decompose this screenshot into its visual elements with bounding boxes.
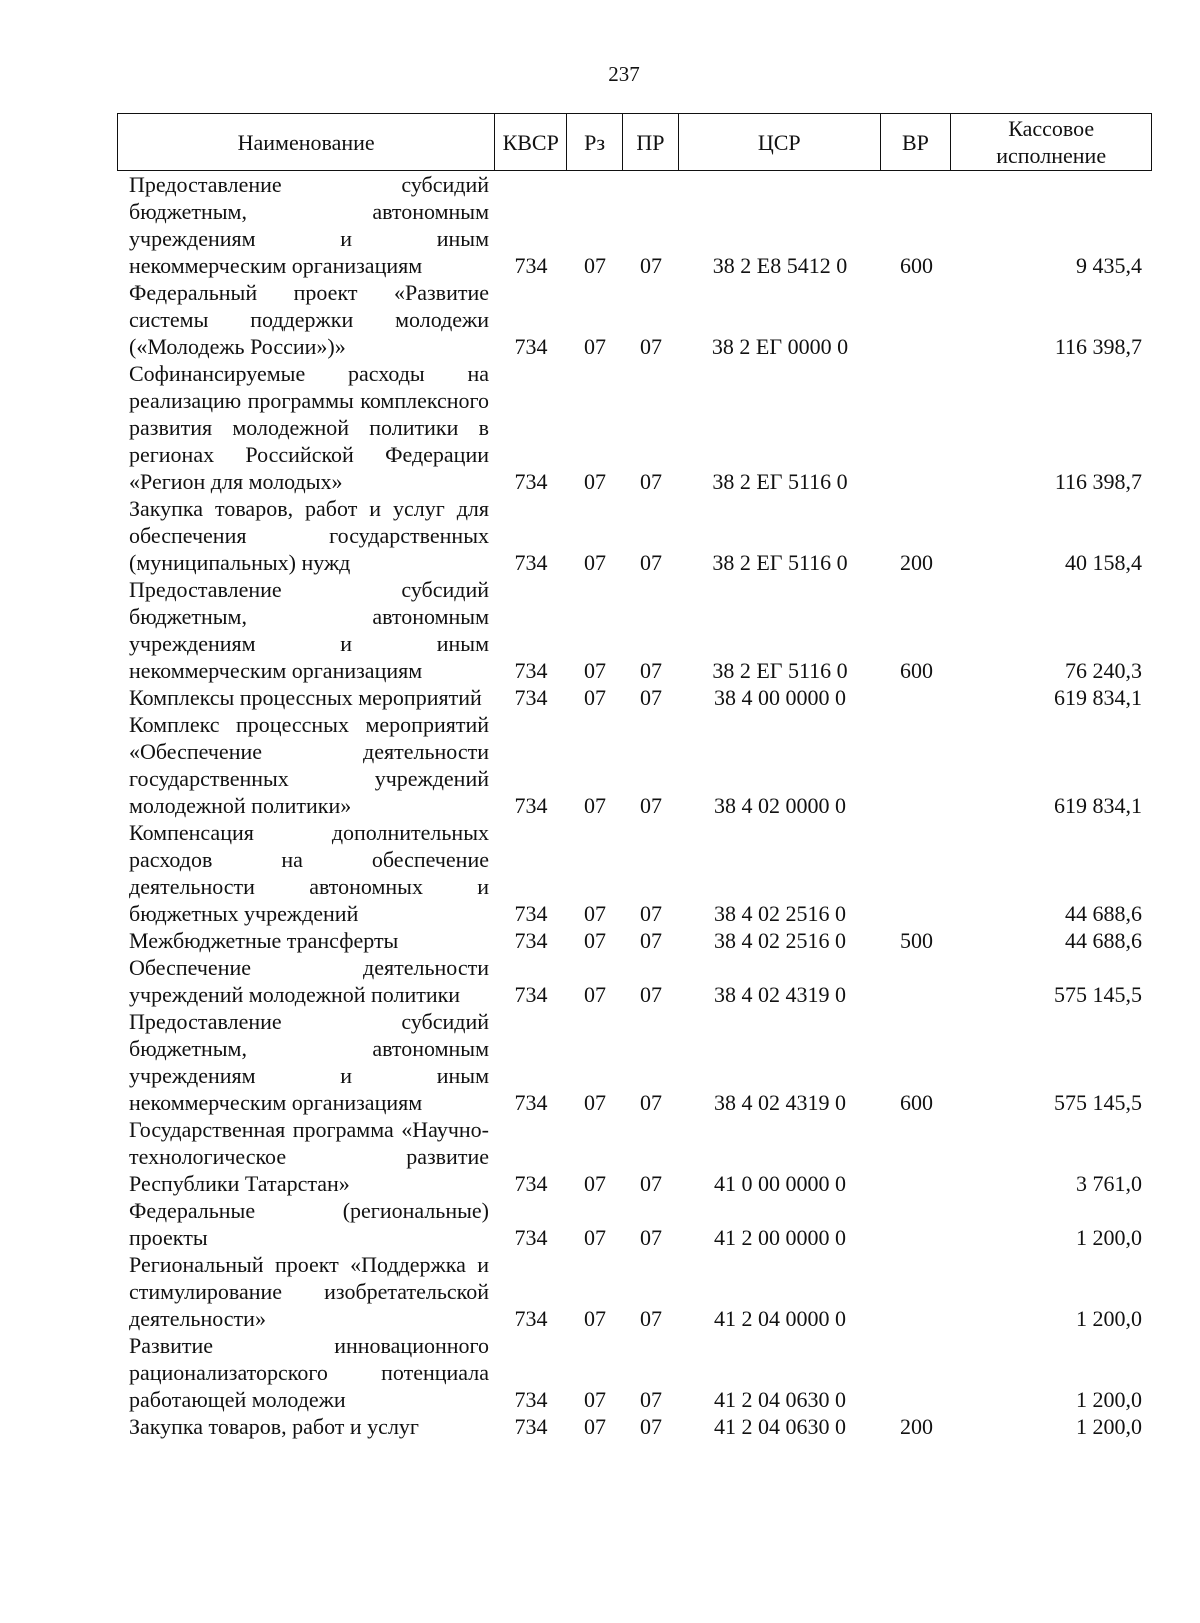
row-rz: 07 — [584, 334, 606, 359]
row-name: Государственная программа «Научно-технологическое развитие Республики Татарстан» — [129, 1117, 489, 1196]
row-rz: 07 — [584, 901, 606, 926]
row-amount: 116 398,7 — [1054, 334, 1142, 359]
header-csr: ЦСР — [679, 114, 881, 170]
row-csr: 38 2 ЕГ 5116 0 — [712, 550, 848, 575]
table-row — [117, 927, 1152, 954]
row-pr: 07 — [640, 1306, 662, 1331]
row-pr: 07 — [640, 1387, 662, 1412]
row-pr: 07 — [640, 1414, 662, 1439]
row-amount: 1 200,0 — [1076, 1414, 1142, 1439]
row-csr: 38 2 ЕГ 5116 0 — [712, 469, 848, 494]
row-name: Федеральные (региональные) проекты — [129, 1198, 489, 1250]
row-pr: 07 — [640, 1225, 662, 1250]
table-row — [117, 1332, 1152, 1413]
row-rz: 07 — [584, 1387, 606, 1412]
row-csr: 38 4 00 0000 0 — [714, 685, 846, 710]
row-rz: 07 — [584, 928, 606, 953]
row-amount: 619 834,1 — [1054, 793, 1142, 818]
row-csr: 41 2 04 0000 0 — [714, 1306, 846, 1331]
page-number: 237 — [608, 62, 640, 86]
row-csr: 41 2 04 0630 0 — [714, 1387, 846, 1412]
row-amount: 1 200,0 — [1076, 1387, 1142, 1412]
table-row — [117, 1116, 1152, 1197]
row-amount: 575 145,5 — [1054, 982, 1142, 1007]
row-kvsr: 734 — [514, 1225, 548, 1250]
row-kvsr: 734 — [514, 685, 548, 710]
row-vr: 600 — [900, 1090, 933, 1115]
row-csr: 41 2 04 0630 0 — [714, 1414, 846, 1439]
table-row — [117, 711, 1152, 819]
row-pr: 07 — [640, 253, 662, 278]
row-csr: 38 4 02 4319 0 — [714, 982, 846, 1007]
row-kvsr: 734 — [514, 469, 548, 494]
row-rz: 07 — [584, 658, 606, 683]
table-row — [117, 495, 1152, 576]
row-vr: 200 — [900, 1414, 933, 1439]
table-row — [117, 1251, 1152, 1332]
row-kvsr: 734 — [514, 901, 548, 926]
table-row — [117, 1413, 1152, 1440]
row-kvsr: 734 — [514, 793, 548, 818]
row-rz: 07 — [584, 1225, 606, 1250]
row-pr: 07 — [640, 550, 662, 575]
table-row — [117, 171, 1152, 279]
table-row — [117, 1008, 1152, 1116]
table-row — [117, 819, 1152, 927]
row-amount: 40 158,4 — [1065, 550, 1142, 575]
row-name: Комплекс процессных мероприятий «Обеспечение деятельности государственных учреждений молодежной политики» — [129, 712, 489, 818]
row-kvsr: 734 — [514, 1306, 548, 1331]
row-name: Федеральный проект «Развитие системы поддержки молодежи («Молодежь России»)» — [129, 280, 489, 359]
row-amount: 44 688,6 — [1065, 901, 1142, 926]
row-pr: 07 — [640, 793, 662, 818]
row-csr: 38 4 02 4319 0 — [714, 1090, 846, 1115]
row-vr: 600 — [900, 658, 933, 683]
row-pr: 07 — [640, 928, 662, 953]
row-name: Закупка товаров, работ и услуг — [129, 1414, 419, 1439]
row-name: Комплексы процессных мероприятий — [129, 685, 482, 710]
row-vr: 500 — [900, 928, 933, 953]
row-csr: 38 2 Е8 5412 0 — [712, 253, 848, 278]
row-pr: 07 — [640, 334, 662, 359]
row-rz: 07 — [584, 1090, 606, 1115]
row-amount: 3 761,0 — [1076, 1171, 1142, 1196]
row-name: Закупка товаров, работ и услуг для обеспечения государственных (муниципальных) нужд — [129, 496, 489, 575]
row-csr: 38 2 ЕГ 5116 0 — [712, 658, 848, 683]
row-rz: 07 — [584, 1306, 606, 1331]
row-amount: 76 240,3 — [1065, 658, 1142, 683]
row-amount: 1 200,0 — [1076, 1225, 1142, 1250]
table-row — [117, 684, 1152, 711]
row-kvsr: 734 — [514, 982, 548, 1007]
table-header — [117, 113, 1152, 171]
header-rz: Рз — [567, 114, 623, 170]
row-csr: 38 4 02 2516 0 — [714, 928, 846, 953]
row-rz: 07 — [584, 685, 606, 710]
row-kvsr: 734 — [514, 1387, 548, 1412]
row-kvsr: 734 — [514, 1171, 548, 1196]
row-csr: 38 4 02 2516 0 — [714, 901, 846, 926]
row-name: Софинансируемые расходы на реализацию программы комплексного развития молодежной политики в регионах Российской Федерации «Регион для молодых» — [129, 361, 489, 494]
row-name: Компенсация дополнительных расходов на обеспечение деятельности автономных и бюджетных учреждений — [129, 820, 489, 926]
row-name: Предоставление субсидий бюджетным, автономным учреждениям и иным некоммерческим организациям — [129, 172, 489, 278]
row-pr: 07 — [640, 901, 662, 926]
row-kvsr: 734 — [514, 658, 548, 683]
row-csr: 38 2 ЕГ 0000 0 — [711, 334, 849, 359]
row-amount: 9 435,4 — [1076, 253, 1142, 278]
row-rz: 07 — [584, 253, 606, 278]
row-rz: 07 — [584, 1171, 606, 1196]
row-rz: 07 — [584, 982, 606, 1007]
row-pr: 07 — [640, 1090, 662, 1115]
row-name: Предоставление субсидий бюджетным, автономным учреждениям и иным некоммерческим организациям — [129, 577, 489, 683]
row-name: Развитие инновационного рационализаторского потенциала работающей молодежи — [129, 1333, 489, 1412]
row-kvsr: 734 — [514, 1414, 548, 1439]
row-name: Межбюджетные трансферты — [129, 928, 399, 953]
row-amount: 619 834,1 — [1054, 685, 1142, 710]
row-csr: 38 4 02 0000 0 — [714, 793, 846, 818]
row-rz: 07 — [584, 793, 606, 818]
header-kvsr: КВСР — [495, 114, 567, 170]
row-kvsr: 734 — [514, 550, 548, 575]
row-pr: 07 — [640, 469, 662, 494]
row-amount: 116 398,7 — [1054, 469, 1142, 494]
row-kvsr: 734 — [514, 928, 548, 953]
header-pr: ПР — [623, 114, 679, 170]
header-vr: ВР — [881, 114, 952, 170]
table-row — [117, 360, 1152, 495]
row-amount: 575 145,5 — [1054, 1090, 1142, 1115]
table-row — [117, 954, 1152, 1008]
row-kvsr: 734 — [514, 1090, 548, 1115]
row-name: Региональный проект «Поддержка и стимулирование изобретательской деятельности» — [129, 1252, 489, 1331]
header-kassovoe: Кассовое исполнение — [996, 116, 1107, 168]
row-csr: 41 0 00 0000 0 — [714, 1171, 846, 1196]
row-name: Предоставление субсидий бюджетным, автономным учреждениям и иным некоммерческим организациям — [129, 1009, 489, 1115]
table-row — [117, 576, 1152, 684]
table-row — [117, 279, 1152, 360]
row-rz: 07 — [584, 550, 606, 575]
row-rz: 07 — [584, 1414, 606, 1439]
table-body — [117, 171, 1152, 1440]
row-amount: 44 688,6 — [1065, 928, 1142, 953]
row-pr: 07 — [640, 685, 662, 710]
table-row — [117, 1197, 1152, 1251]
row-vr: 200 — [900, 550, 933, 575]
row-csr: 41 2 00 0000 0 — [714, 1225, 846, 1250]
row-kvsr: 734 — [514, 253, 548, 278]
header-name: Наименование — [118, 114, 495, 170]
row-amount: 1 200,0 — [1076, 1306, 1142, 1331]
row-kvsr: 734 — [514, 334, 548, 359]
row-pr: 07 — [640, 982, 662, 1007]
row-name: Обеспечение деятельности учреждений молодежной политики — [129, 955, 489, 1007]
row-vr: 600 — [900, 253, 933, 278]
row-pr: 07 — [640, 1171, 662, 1196]
row-rz: 07 — [584, 469, 606, 494]
row-pr: 07 — [640, 658, 662, 683]
